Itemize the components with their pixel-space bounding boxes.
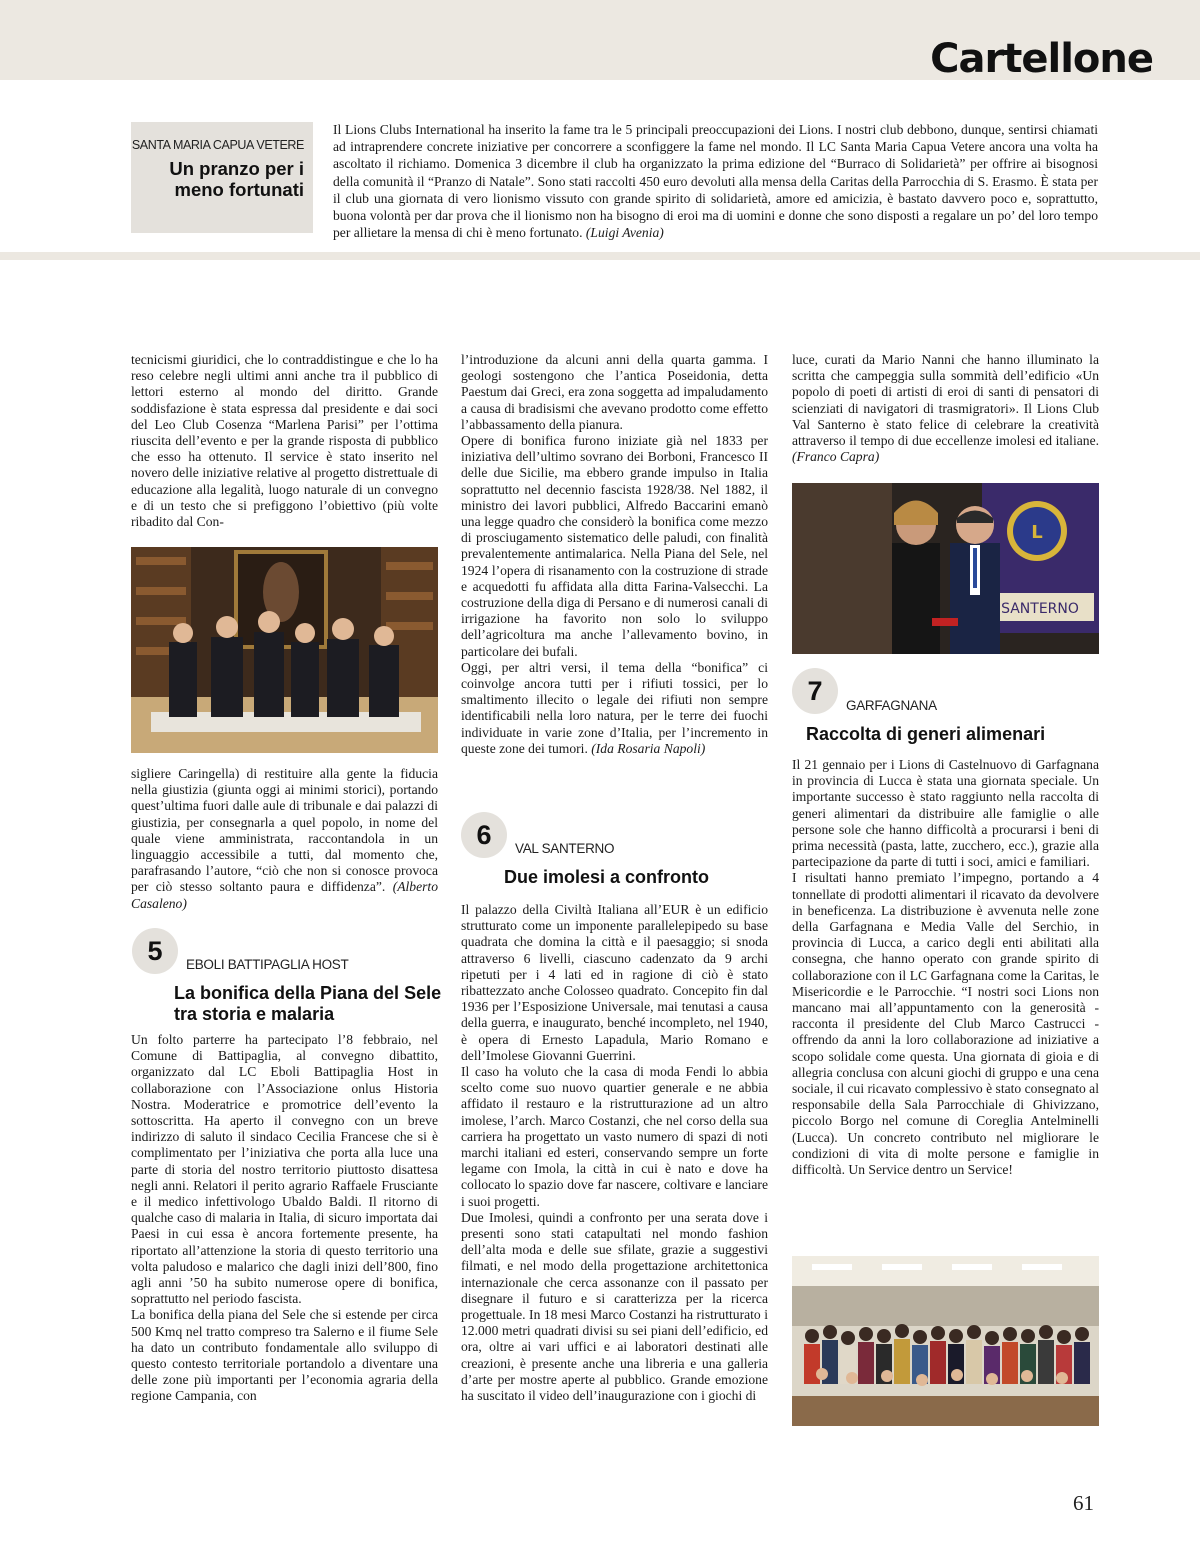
col3-paragraph-1-text: luce, curati da Mario Nanni che hanno illuminato la scritta che campeggia sulla sommità dell’edificio «Un popolo di poeti di artisti di eroi di santi di pensatori di scienziati di navigatori di trasmigratori». Il Lions Club Val Santerno è stato felice di celebrare la creatività attraverso il tempo di due eccellenze imolesi ed italiane. bbox=[792, 352, 1099, 449]
col2-paragraph-1: l’introduzione da alcuni anni della quarta gamma. I geologi sostengono che l’antica Poseidonia, detta Paestum dai Greci, era zona soggetta ad impaludamento a causa di bradisismi che avevano prodotto come effetto l’abbassamento della pianura. bbox=[461, 352, 768, 432]
page-number: 61 bbox=[1073, 1491, 1094, 1515]
top-article-body bbox=[333, 121, 1098, 241]
col1-top-text bbox=[131, 352, 438, 530]
section6-paragraph-1: Il palazzo della Civiltà Italiana all’EUR è un edificio strutturato come un imponente parallelepipedo su base quadrata che domina la città e il paesaggio; si snoda attraverso 6 livelli, ciascuno cadenzato da 9 archi ripetuti per i 4 lati ed in ragione di ciò è stato ribattezzato anche Colosseo quadrato. Concepito fin dal 1936 per l’Esposizione Universale, mai tenutasi a causa della guerra, e inaugurato, benché incompleto, nel 1940, è opera di Ernesto Lapadula, Mario Romano e dell’Imolese Giovanni Guerrini. bbox=[461, 902, 768, 1063]
col1-paragraph-2 bbox=[131, 766, 438, 912]
section7-body bbox=[792, 757, 1099, 1178]
lions-photo-illustration bbox=[792, 483, 1099, 654]
col3-paragraph-1 bbox=[792, 352, 1099, 465]
section5-paragraph-2: La bonifica della piana del Sele che si estende per circa 500 Kmq nel tratto compreso tra Salerno e il fiume Sele ha dato un contributo fondamentale allo sviluppo di questo contesto territoriale portandolo a diventare una delle zone più importanti per l’economia agraria della regione Campania, con bbox=[131, 1307, 438, 1404]
col1-mid-text bbox=[131, 766, 438, 912]
section7-number-badge: 7 bbox=[792, 668, 838, 714]
section5-paragraph-1: Un folto parterre ha partecipato l’8 febbraio, nel Comune di Battipaglia, al convegno dibattito, organizzato dal LC Eboli Battipaglia Host in collaborazione con l’Associazione onlus Historia Nostra. Moderatrice e promotrice dell’evento la sottoscritta. Ha aperto il convegno con un breve indirizzo di saluto il sindaco Cecilia Francese che si è complimentato per l’iniziativa che porta alla luce una parte di storia del nostro territorio piuttosto disattesa negli anni. Relatori il perito agrario Raffaele Frusciante e il medico infettivologo Ubaldo Baldi. Il ritorno di qualche caso di malaria in Italia, di sicuro importata dai Paesi in cui essa è ancora fortemente presente, ha riportato all’attenzione la storia di questo territorio una volta paludoso e malarico che dagli inizi dell’800, fino agli anni ’50 ha subito numerose opere di bonifica, soprattutto nel periodo fascista. bbox=[131, 1032, 438, 1307]
photo-two-men-lions-banner bbox=[792, 483, 1099, 654]
top-article-kicker: SANTA MARIA CAPUA VETERE bbox=[131, 138, 304, 152]
section5-body bbox=[131, 1032, 438, 1405]
col2-author: (Ida Rosaria Napoli) bbox=[591, 740, 706, 756]
section6-number-badge: 6 bbox=[461, 812, 507, 858]
section5-number-badge: 5 bbox=[132, 928, 178, 974]
col1-paragraph: tecnicismi giuridici, che lo contraddistingue e che lo ha reso celebre negli ultimi anni anche tra il pubblico di lettori esterno al mondo del diritto. Grande soddisfazione è stata espressa dal presidente e dai soci del Leo Club Cosenza “Marlena Parisi” per l’ottima riuscita dell’evento e per la grande risposta di pubblico che esso ha ottenuto. Il service è stato inserito nel novero delle iniziative relative al progetto distrettuale di educazione alla legalità, luogo naturale di un convegno e di un testo che si prefiggono l’obiettivo (più volte ribadito dal Con- bbox=[131, 352, 438, 530]
col3-top-text bbox=[792, 352, 1099, 465]
lions-emblem-letter: L bbox=[1031, 522, 1043, 543]
section7-paragraph-1: Il 21 gennaio per i Lions di Castelnuovo di Garfagnana in provincia di Lucca è stata una giornata speciale. Un importante successo è stato raggiunto nella raccolta di generi alimentari da distribuire alle famiglie o alle persone sole che hanno difficoltà a procurarsi i beni di prima necessità (pasta, latte, zucchero, ecc.), grazie alla partecipazione da parte di tutti i soci, amici e familiari. bbox=[792, 757, 1099, 870]
section6-body bbox=[461, 902, 768, 1404]
section5-title: La bonifica della Piana del Sele tra storia e malaria bbox=[174, 983, 442, 1024]
col2-paragraph-2: Opere di bonifica furono iniziate già nel 1833 per iniziativa dell’ultimo sovrano dei Borboni, Francesco II delle due Sicilie, ma ebbero grande impulso in Italia soprattutto nel decennio fascista 1928/38. Nel 1882, il ministro dei lavori pubblici, Alfredo Baccarini emanò una legge quadro che considerò la bonifica come mezzo di prosciugamento sistematico delle paludi, con finalità prevalentemente antimalarica. Nella Piana del Sele, nel 1924 l’opera di risanamento con la costruzione di strade e acquedotti fu affidata alla ditta Farina-Valsecchi. La costruzione della diga di Persano e di numerosi canali di irrigazione ha favorito non solo lo sviluppo dell’agricoltura ma anche l’allevamento bovino, in particolare dei bufali. bbox=[461, 433, 768, 659]
group-photo-illustration bbox=[792, 1256, 1099, 1426]
section5-kicker: EBOLI BATTIPAGLIA HOST bbox=[186, 957, 349, 972]
col2-paragraph-3-text: Oggi, per altri versi, il tema della “bonifica” ci coinvolge ancora tutti per i rifiuti tossici, per lo smaltimento illecito o legale dei rifiuti non sempre identificabili nella loro natura, per le terre dei fuochi individuate in varie zone d’Italia, per l’incremento in queste zone dei tumori. bbox=[461, 659, 768, 756]
section-title: Cartellone bbox=[930, 36, 1153, 82]
section7-title: Raccolta di generi alimenari bbox=[806, 724, 1046, 744]
section6-paragraph-2: Il caso ha voluto che la casa di moda Fendi lo abbia scelto come suo nuovo quartier generale e ne abbia affidato il restauro e la ristrutturazione ad un altro imolese, l’arch. Marco Costanzi, che nel corso della sua carriera ha progettato un vasto numero di spazi di noti marchi italiani ed esteri, conservando sempre un forte legame con Imola, la città in cui è nato e dove ha collocato lo spazio dove far nascere, coltivare e lanciare i suoi progetti. bbox=[461, 1064, 768, 1209]
section6-paragraph-3: Due Imolesi, quindi a confronto per una serata dove i presenti sono stati catapultati nel mondo fashion dell’alta moda e delle sue sfilate, grazie a suggestivi filmati, e nel modo della progettazione architettonica internazionale che cerca assonanze con il passato per disegnare il futuro e si caratterizza per la ricerca progettuale. In 18 mesi Marco Costanzi ha ristrutturato i 12.000 metri quadrati divisi su sei piani dell’edificio, ed ora, oltre ai vari uffici e ai laboratori destinati alle creazioni, è presente anche una libreria e una galleria d’arte per mostre aperte al pubblico. Grande emozione ha suscitato il video dell’inaugurazione con i giochi di bbox=[461, 1209, 768, 1404]
col2-paragraph-3 bbox=[461, 660, 768, 757]
col1-author: (Alberto Casaleno) bbox=[131, 879, 438, 911]
top-article-text: Il Lions Clubs International ha inserito la fame tra le 5 principali preoccupazioni dei Lions. I nostri club debbono, dunque, sentirsi chiamati ad intraprendere concrete iniziative per concorrere a sconfiggere la fame nel mondo. Il LC Santa Maria Capua Vetere ancora una volta ha ascoltato il richiamo. Domenica 3 dicembre il club ha organizzato la prima edizione del “Burraco di Solidarietà” per offrire ai bisognosi della comunità il “Pranzo di Natale”. Sono stati raccolti 450 euro devoluti alla mensa della Caritas della Parrocchia di S. Erasmo. È stata per il club una giornata di vero lionismo vissuto con grande spirito di solidarietà, amore ed amicizia, è bastato davvero poco e, soprattutto, buona volontà per dar prova che il lionismo non ha bisogno di eroi ma di uomini e donne che sono disposti a regalare un po’ del loro tempo per allietare la mensa di chi è meno fortunato. bbox=[333, 122, 1098, 241]
conference-photo-illustration bbox=[131, 547, 438, 753]
col2-top-text bbox=[461, 352, 768, 757]
section7-paragraph-2: I risultati hanno premiato l’impegno, portando a 4 tonnellate di prodotti alimentari il ricavato da devolvere in beneficenza. La distribuzione è avvenuta nelle zone della Garfagnana e Media Valle del Serchio, in provincia di Lucca, a carico degli enti abilitati alla consegna, che hanno operato con grande spirito di collaborazione con il LC Garfagnana come la Caritas, le Misericordie e le Parrocchie. “I nostri soci Lions non mancano mai all’appuntamento con la generosità - racconta il presidente del Club Marco Castrucci - offrendo da anni la loro collaborazione ad iniziative a scopo solidale come questa. Una giornata di gioia e di allegria conclusa con alcuni giochi di gruppo e una cena sociale, il cui ricavato complessivo è stato consegnato al responsabile della Sala Parrocchiale di Ghivizzano, piccolo Borgo nel comune di Coreglia Antelminelli (Lucca). Un concreto contributo nel migliorare le condizioni di vita di molte persone e famiglie in difficoltà. Un Service dentro un Service! bbox=[792, 870, 1099, 1178]
top-article-headline-box bbox=[131, 122, 313, 233]
section6-kicker: VAL SANTERNO bbox=[515, 841, 615, 856]
photo-conference-group bbox=[131, 547, 438, 753]
col3-author: (Franco Capra) bbox=[792, 449, 880, 465]
col1-paragraph-2-text: sigliere Caringella) di restituire alla gente la fiducia nella giustizia (giunta oggi ai minimi storici), portando quest’ultima fuori dalle aule di tribunale e dai palazzi di giustizia, per consegnarla a quel popolo, in nome del quale viene amministrata, raccontandola in un linguaggio accessibile a tutti, dal momento che, parafrasando l’autore, “ciò che non si conosce provoca per ciò stesso soltanto paura e diffidenza”. bbox=[131, 766, 438, 895]
section7-kicker: GARFAGNANA bbox=[846, 698, 937, 713]
top-article-headline: Un pranzo per i meno fortunati bbox=[169, 158, 304, 200]
top-divider-band bbox=[0, 252, 1200, 260]
top-article-author: (Luigi Avenia) bbox=[585, 225, 664, 241]
section6-title: Due imolesi a confronto bbox=[504, 867, 710, 887]
banner-text: SANTERNO bbox=[1001, 601, 1079, 617]
photo-garfagnana-group bbox=[792, 1256, 1099, 1426]
